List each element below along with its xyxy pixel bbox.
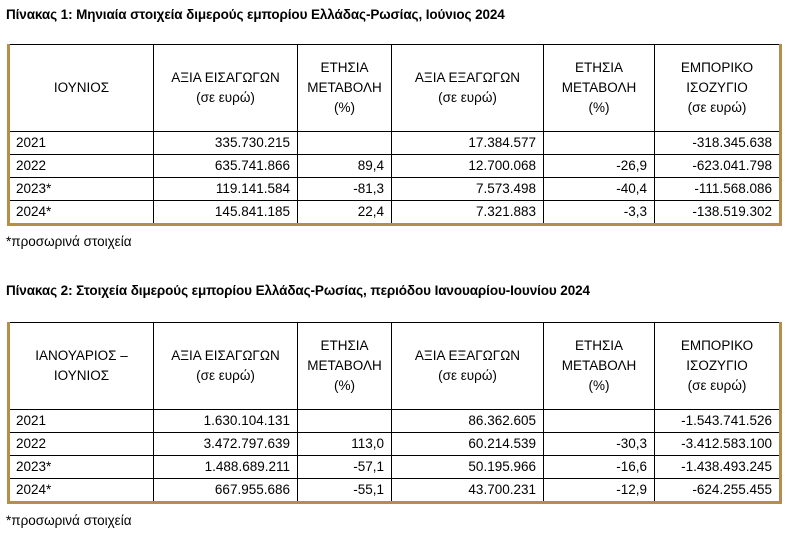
header-row bbox=[9, 45, 781, 132]
value-cell: 60.214.539 bbox=[392, 433, 544, 456]
value-cell: -26,9 bbox=[544, 155, 655, 178]
header-row bbox=[9, 323, 781, 410]
value-cell: 86.362.605 bbox=[392, 410, 544, 433]
year-cell: 2024* bbox=[9, 479, 154, 503]
column-header: ΙΑΝΟΥΑΡΙΟΣ – ΙΟΥΝΙΟΣ bbox=[9, 323, 154, 410]
value-cell: 7.573.498 bbox=[392, 178, 544, 201]
value-cell: 43.700.231 bbox=[392, 479, 544, 503]
value-cell: -40,4 bbox=[544, 178, 655, 201]
value-cell: -138.519.302 bbox=[655, 201, 781, 225]
table-row bbox=[9, 410, 781, 433]
value-cell bbox=[298, 410, 392, 433]
column-header: ΙΟΥΝΙΟΣ bbox=[9, 45, 154, 132]
column-header: ΑΞΙΑ ΕΞΑΓΩΓΩΝ (σε ευρώ) bbox=[392, 323, 544, 410]
value-cell: -111.568.086 bbox=[655, 178, 781, 201]
value-cell: 1.488.689.211 bbox=[154, 456, 298, 479]
column-header: ΕΜΠΟΡΙΚΟ ΙΣΟΖΥΓΙΟ (σε ευρώ) bbox=[655, 323, 781, 410]
table-row bbox=[9, 456, 781, 479]
column-header: ΕΤΗΣΙΑ ΜΕΤΑΒΟΛΗ (%) bbox=[544, 45, 655, 132]
value-cell: -57,1 bbox=[298, 456, 392, 479]
column-header: ΕΤΗΣΙΑ ΜΕΤΑΒΟΛΗ (%) bbox=[544, 323, 655, 410]
column-header: ΑΞΙΑ ΕΙΣΑΓΩΓΩΝ (σε ευρώ) bbox=[154, 323, 298, 410]
column-header: ΕΤΗΣΙΑ ΜΕΤΑΒΟΛΗ (%) bbox=[298, 45, 392, 132]
table1-footnote: *προσωρινά στοιχεία bbox=[6, 234, 132, 249]
table-row bbox=[9, 201, 781, 225]
table-row bbox=[9, 479, 781, 503]
value-cell: 12.700.068 bbox=[392, 155, 544, 178]
column-header: ΕΜΠΟΡΙΚΟ ΙΣΟΖΥΓΙΟ (σε ευρώ) bbox=[655, 45, 781, 132]
value-cell: 145.841.185 bbox=[154, 201, 298, 225]
value-cell: 1.630.104.131 bbox=[154, 410, 298, 433]
value-cell: -30,3 bbox=[544, 433, 655, 456]
column-header: ΑΞΙΑ ΕΙΣΑΓΩΓΩΝ (σε ευρώ) bbox=[154, 45, 298, 132]
year-cell: 2022 bbox=[9, 155, 154, 178]
table-row bbox=[9, 155, 781, 178]
value-cell: 89,4 bbox=[298, 155, 392, 178]
value-cell: 667.955.686 bbox=[154, 479, 298, 503]
year-cell: 2021 bbox=[9, 410, 154, 433]
year-cell: 2021 bbox=[9, 132, 154, 155]
value-cell: -3.412.583.100 bbox=[655, 433, 781, 456]
table1-title: Πίνακας 1: Μηνιαία στοιχεία διμερούς εμπορίου Ελλάδας-Ρωσίας, Ιούνιος 2024 bbox=[6, 7, 505, 22]
column-header: ΑΞΙΑ ΕΞΑΓΩΓΩΝ (σε ευρώ) bbox=[392, 45, 544, 132]
value-cell: 119.141.584 bbox=[154, 178, 298, 201]
value-cell: -3,3 bbox=[544, 201, 655, 225]
table-row bbox=[9, 132, 781, 155]
year-cell: 2023* bbox=[9, 178, 154, 201]
value-cell: -318.345.638 bbox=[655, 132, 781, 155]
column-header: ΕΤΗΣΙΑ ΜΕΤΑΒΟΛΗ (%) bbox=[298, 323, 392, 410]
value-cell: 335.730.215 bbox=[154, 132, 298, 155]
table2-title: Πίνακας 2: Στοιχεία διμερούς εμπορίου Ελλάδας-Ρωσίας, περιόδου Ιανουαρίου-Ιουνίου 2024 bbox=[6, 283, 590, 298]
value-cell: -12,9 bbox=[544, 479, 655, 503]
value-cell: 50.195.966 bbox=[392, 456, 544, 479]
year-cell: 2024* bbox=[9, 201, 154, 225]
table2 bbox=[7, 322, 782, 504]
value-cell: 113,0 bbox=[298, 433, 392, 456]
value-cell: 17.384.577 bbox=[392, 132, 544, 155]
value-cell: -81,3 bbox=[298, 178, 392, 201]
table-row bbox=[9, 178, 781, 201]
value-cell: 3.472.797.639 bbox=[154, 433, 298, 456]
value-cell: -55,1 bbox=[298, 479, 392, 503]
value-cell: 635.741.866 bbox=[154, 155, 298, 178]
year-cell: 2023* bbox=[9, 456, 154, 479]
value-cell bbox=[544, 410, 655, 433]
value-cell: 22,4 bbox=[298, 201, 392, 225]
value-cell bbox=[298, 132, 392, 155]
table-row bbox=[9, 433, 781, 456]
value-cell: -16,6 bbox=[544, 456, 655, 479]
table1 bbox=[7, 44, 782, 226]
value-cell: -623.041.798 bbox=[655, 155, 781, 178]
year-cell: 2022 bbox=[9, 433, 154, 456]
value-cell: -624.255.455 bbox=[655, 479, 781, 503]
value-cell: -1.438.493.245 bbox=[655, 456, 781, 479]
value-cell: -1.543.741.526 bbox=[655, 410, 781, 433]
value-cell bbox=[544, 132, 655, 155]
table2-footnote: *προσωρινά στοιχεία bbox=[6, 513, 132, 528]
value-cell: 7.321.883 bbox=[392, 201, 544, 225]
